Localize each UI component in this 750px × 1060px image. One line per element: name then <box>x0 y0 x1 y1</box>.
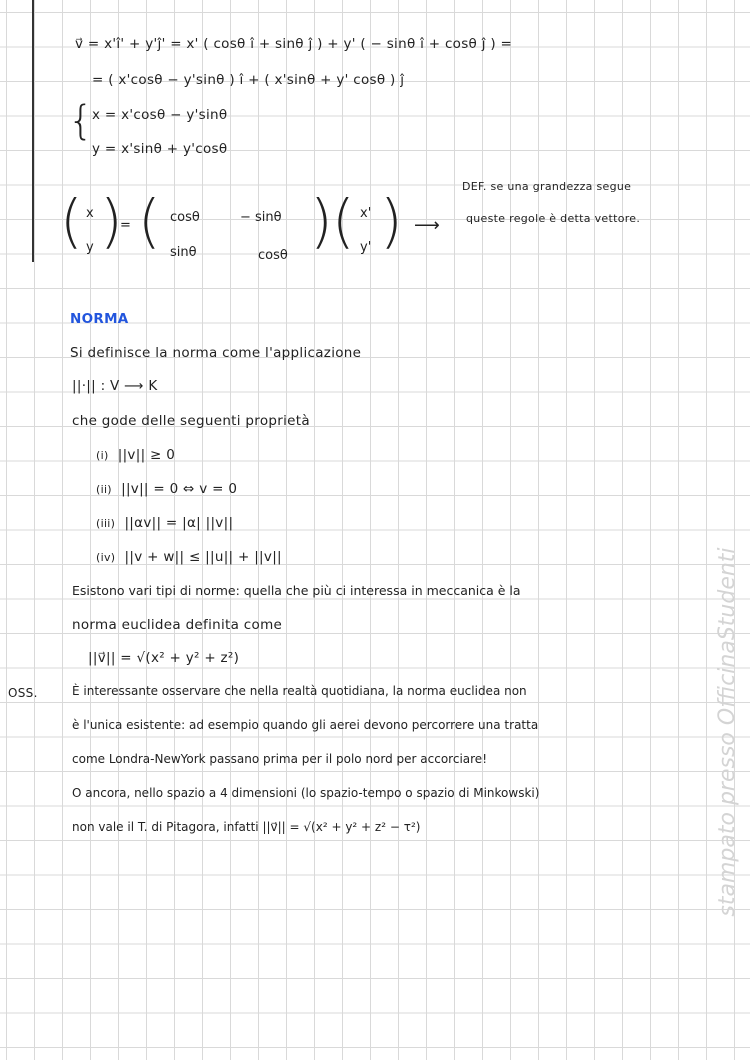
right-paren: ) <box>100 187 123 255</box>
section-heading: NORMA <box>70 311 129 327</box>
m12: − sinθ <box>240 210 282 225</box>
oss-line: non vale il T. di Pitagora, infatti ||v⃗|| = √(x² + y² + z² − τ²) <box>72 820 421 834</box>
property-item: (ii) ||v|| = 0 ⇔ v = 0 <box>96 481 238 497</box>
equation-line-2: = ( x'cosθ − y'sinθ ) î + ( x'sinθ + y' cosθ ) ĵ <box>92 72 405 88</box>
left-paren: ( <box>138 187 161 255</box>
arrow-icon: ⟶ <box>414 215 440 236</box>
left-paren: ( <box>332 187 355 255</box>
property-item: (i) ||v|| ≥ 0 <box>96 447 176 463</box>
norm-types-line-2: norma euclidea definita come <box>72 617 283 633</box>
vector-y: y <box>86 240 94 255</box>
left-paren: ( <box>60 187 83 255</box>
margin-line <box>32 0 34 262</box>
oss-label: OSS. <box>8 686 38 700</box>
norma-map: ||·|| : V ⟶ K <box>72 378 158 394</box>
definition-line-2: queste regole è detta vettore. <box>466 212 641 225</box>
property-item: (iv) ||v + w|| ≤ ||u|| + ||v|| <box>96 549 282 565</box>
euclidean-norm-formula: ||v⃗|| = √(x² + y² + z²) <box>88 650 240 666</box>
m11: cosθ <box>170 210 200 225</box>
definition-line-1: DEF. se una grandezza segue <box>462 180 632 193</box>
properties-intro: che gode delle seguenti proprietà <box>72 413 310 429</box>
vector-y-prime: y' <box>360 240 372 255</box>
norm-types-line-1: Esistono vari tipi di norme: quella che più ci interessa in meccanica è la <box>72 583 521 598</box>
equals-sign: = <box>120 218 131 233</box>
oss-line: come Londra-NewYork passano prima per il polo nord per accorciare! <box>72 752 488 766</box>
vector-x-prime: x' <box>360 206 372 221</box>
property-item: (iii) ||αv|| = |α| ||v|| <box>96 515 234 531</box>
oss-line: è l'unica esistente: ad esempio quando gli aerei devono percorrere una tratta <box>72 718 539 732</box>
watermark: stampato presso OfficinaStudenti <box>715 547 740 917</box>
vector-x: x <box>86 206 94 221</box>
oss-line: È interessante osservare che nella realtà quotidiana, la norma euclidea non <box>72 684 527 698</box>
system-brace: { <box>68 98 94 144</box>
system-x: x = x'cosθ − y'sinθ <box>92 107 228 123</box>
right-paren: ) <box>380 187 403 255</box>
oss-line: O ancora, nello spazio a 4 dimensioni (lo spazio-tempo o spazio di Minkowski) <box>72 786 540 800</box>
equation-line-1: v⃗ = x'î' + y'ĵ' = x' ( cosθ î + sinθ ĵ ) + y' ( − sinθ î + cosθ ĵ ) = <box>75 36 513 52</box>
m22: cosθ <box>258 248 288 263</box>
norma-intro: Si definisce la norma come l'applicazione <box>70 345 362 361</box>
right-paren: ) <box>310 187 333 255</box>
system-y: y = x'sinθ + y'cosθ <box>92 141 228 157</box>
m21: sinθ <box>170 245 197 260</box>
